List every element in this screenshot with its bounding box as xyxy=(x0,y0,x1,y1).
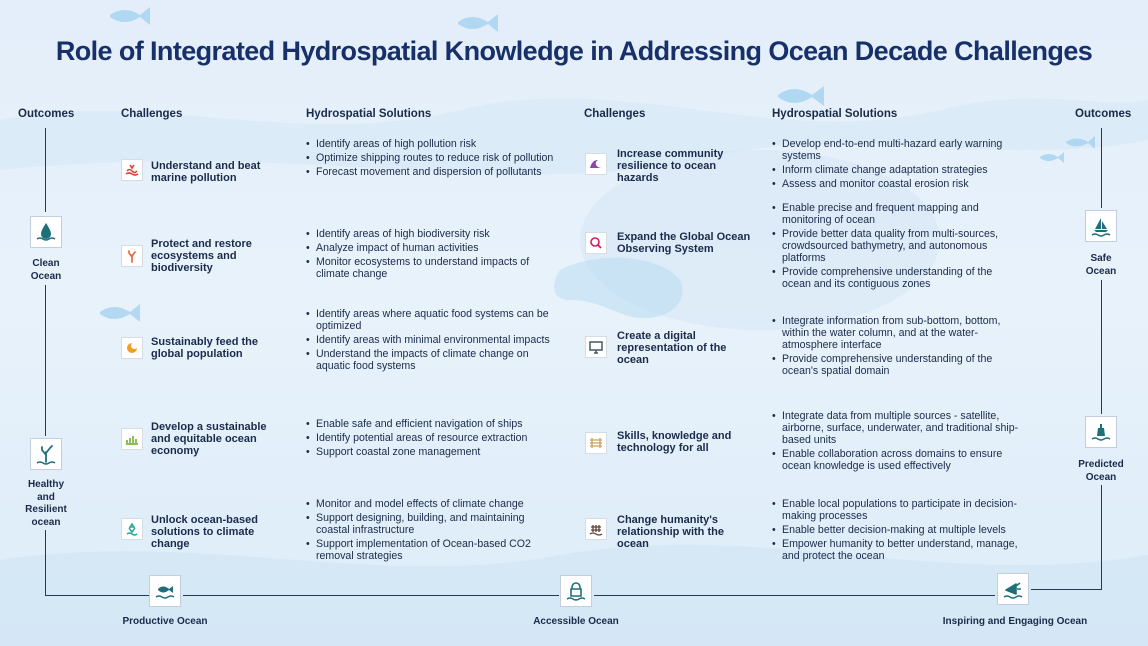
climate-icon xyxy=(127,524,137,535)
header-outcomes-right: Outcomes xyxy=(1075,108,1132,120)
challenge-icon-observing xyxy=(585,232,607,254)
connector-line xyxy=(1031,589,1102,590)
challenge-observing-label: Expand the Global Ocean Observing System xyxy=(617,231,751,255)
outcome-productive-ocean: Productive Ocean xyxy=(122,616,208,627)
inspiring-ocean-icon xyxy=(997,573,1029,605)
header-outcomes-left: Outcomes xyxy=(18,108,75,120)
challenge-icon-ecosystems xyxy=(121,245,143,267)
observing-icon-handle xyxy=(598,245,601,248)
solution-item: • Enable collaboration across domains to ensure ocean knowledge is used effectively xyxy=(772,449,1022,473)
water-drop-icon xyxy=(41,223,51,239)
solution-item: • Identify areas with minimal environmental impacts xyxy=(306,335,556,347)
solutions-climate xyxy=(306,499,556,565)
safe-ocean-icon xyxy=(1085,210,1117,242)
solutions-digital xyxy=(772,316,1022,380)
accessible-ocean-icon xyxy=(560,575,592,607)
solution-item: • Support coastal zone management xyxy=(306,447,556,459)
wave-hazard-icon xyxy=(590,160,602,168)
clean-ocean-icon xyxy=(30,216,62,248)
challenge-icon-digital xyxy=(585,336,607,358)
connector-line xyxy=(45,128,46,212)
digital-icon xyxy=(590,342,602,353)
challenge-climate-label: Unlock ocean-based solutions to climate change xyxy=(151,514,258,550)
header-solutions-left: Hydrospatial Solutions xyxy=(306,108,432,120)
coral-icon xyxy=(42,446,52,462)
challenge-humanity-label: Change humanity's relationship with the ocean xyxy=(617,514,724,550)
outcome-clean-ocean: Clean Ocean xyxy=(30,258,62,282)
solutions-economy xyxy=(306,419,556,462)
connector-line xyxy=(1101,485,1102,590)
buoy-icon xyxy=(1097,424,1105,436)
challenge-digital-label: Create a digital representation of the ocean xyxy=(617,330,727,366)
solution-item: • Identify areas of high pollution risk xyxy=(306,139,556,151)
solution-item: • Enable better decision-making at multiple levels xyxy=(772,525,1022,537)
solution-item: • Develop end-to-end multi-hazard early warning systems xyxy=(772,139,1022,163)
outcome-accessible-ocean: Accessible Ocean xyxy=(533,616,619,627)
solutions-hazards xyxy=(772,139,1022,193)
connector-line xyxy=(45,285,46,436)
solution-item: • Provide comprehensive understanding of the ocean's spatial domain xyxy=(772,354,1022,378)
coral-icon xyxy=(129,251,135,262)
connector-line xyxy=(1101,128,1102,208)
solution-item: • Provide comprehensive understanding of the ocean and its contiguous zones xyxy=(772,267,1022,291)
solution-item: • Analyze impact of human activities xyxy=(306,243,556,255)
solution-item: • Monitor ecosystems to understand impacts of climate change xyxy=(306,257,556,281)
sailboat-icon xyxy=(1094,218,1108,232)
challenge-icon-humanity xyxy=(585,518,607,540)
food-icon xyxy=(127,343,137,353)
productive-ocean-icon xyxy=(149,575,181,607)
header-challenges-left: Challenges xyxy=(121,108,183,120)
solution-item: • Provide better data quality from multi-sources, crowdsourced bathymetry, and autonomous platforms xyxy=(772,229,1022,264)
connector-line xyxy=(1101,280,1102,414)
solution-item: • Identify areas of high biodiversity risk xyxy=(306,229,556,241)
fish-waves-icon xyxy=(158,586,173,593)
connector-line xyxy=(183,595,559,596)
humanity-icon xyxy=(590,525,602,535)
waves-icon xyxy=(567,598,585,600)
solution-item: • Monitor and model effects of climate change xyxy=(306,499,556,511)
solution-item: • Inform climate change adaptation strategies xyxy=(772,165,1022,177)
solution-item: • Optimize shipping routes to reduce risk of pollution xyxy=(306,153,556,165)
challenge-icon-climate xyxy=(121,518,143,540)
solution-item: • Identify potential areas of resource extraction xyxy=(306,433,556,445)
connector-line xyxy=(45,530,46,596)
header-challenges-right: Challenges xyxy=(584,108,646,120)
solutions-humanity xyxy=(772,499,1022,565)
challenge-icon-skills xyxy=(585,432,607,454)
solution-item: • Integrate data from multiple sources - satellite, airborne, surface, underwater, and traditional ship-based units xyxy=(772,411,1022,446)
pollution-icon xyxy=(126,165,138,175)
connector-line xyxy=(45,595,149,596)
skills-icon xyxy=(590,438,602,448)
solutions-skills xyxy=(772,411,1022,475)
lock-waves-icon xyxy=(571,583,581,596)
challenge-hazards-label: Increase community resilience to ocean hazards xyxy=(617,148,724,184)
challenge-economy-label: Develop a sustainable and equitable ocean economy xyxy=(151,421,267,457)
solutions-observing xyxy=(772,203,1022,293)
outcome-safe-ocean: Safe Ocean xyxy=(1085,253,1117,277)
outcome-healthy-ocean: Healthy and Resilient ocean xyxy=(25,479,67,528)
solution-item: • Enable safe and efficient navigation of ships xyxy=(306,419,556,431)
healthy-ocean-icon xyxy=(30,438,62,470)
megaphone-waves-icon xyxy=(1006,583,1021,594)
challenge-pollution-label: Understand and beat marine pollution xyxy=(151,160,261,184)
waves-icon xyxy=(1004,596,1022,598)
solution-item: • Forecast movement and dispersion of pollutants xyxy=(306,167,556,179)
waves-icon xyxy=(1092,438,1110,440)
solution-item: • Integrate information from sub-bottom, bottom, within the water column, and at the water-atmosphere interface xyxy=(772,316,1022,351)
challenge-icon-food xyxy=(121,337,143,359)
observing-icon xyxy=(591,238,599,246)
header-solutions-right: Hydrospatial Solutions xyxy=(772,108,898,120)
challenge-ecosystems-label: Protect and restore ecosystems and biodiversity xyxy=(151,238,252,274)
solutions-food xyxy=(306,309,556,375)
challenge-food-label: Sustainably feed the global population xyxy=(151,336,258,360)
page-title: Role of Integrated Hydrospatial Knowledge in Addressing Ocean Decade Challenges xyxy=(55,36,1093,66)
solution-item: • Support implementation of Ocean-based CO2 removal strategies xyxy=(306,539,556,563)
waves-icon xyxy=(1092,234,1110,236)
solutions-pollution xyxy=(306,139,556,182)
solution-item: • Assess and monitor coastal erosion risk xyxy=(772,179,1022,191)
waves-icon xyxy=(156,596,174,598)
solution-item: • Empower humanity to better understand, manage, and protect the ocean xyxy=(772,539,1022,563)
challenge-skills-label: Skills, knowledge and technology for all xyxy=(617,430,732,454)
solution-item: • Support designing, building, and maintaining coastal infrastructure xyxy=(306,513,556,537)
solution-item: • Identify areas where aquatic food systems can be optimized xyxy=(306,309,556,333)
economy-icon xyxy=(126,436,138,444)
connector-line xyxy=(594,595,995,596)
challenge-icon-pollution xyxy=(121,159,143,181)
solution-item: • Enable local populations to participate in decision-making processes xyxy=(772,499,1022,523)
solution-item: • Enable precise and frequent mapping and monitoring of ocean xyxy=(772,203,1022,227)
solution-item: • Understand the impacts of climate change on aquatic food systems xyxy=(306,349,556,373)
solutions-ecosystems xyxy=(306,229,556,283)
outcome-inspiring-ocean: Inspiring and Engaging Ocean xyxy=(942,616,1088,627)
outcome-predicted-ocean: Predicted Ocean xyxy=(1078,459,1124,483)
challenge-icon-hazards xyxy=(585,153,607,175)
predicted-ocean-icon xyxy=(1085,416,1117,448)
challenge-icon-economy xyxy=(121,428,143,450)
